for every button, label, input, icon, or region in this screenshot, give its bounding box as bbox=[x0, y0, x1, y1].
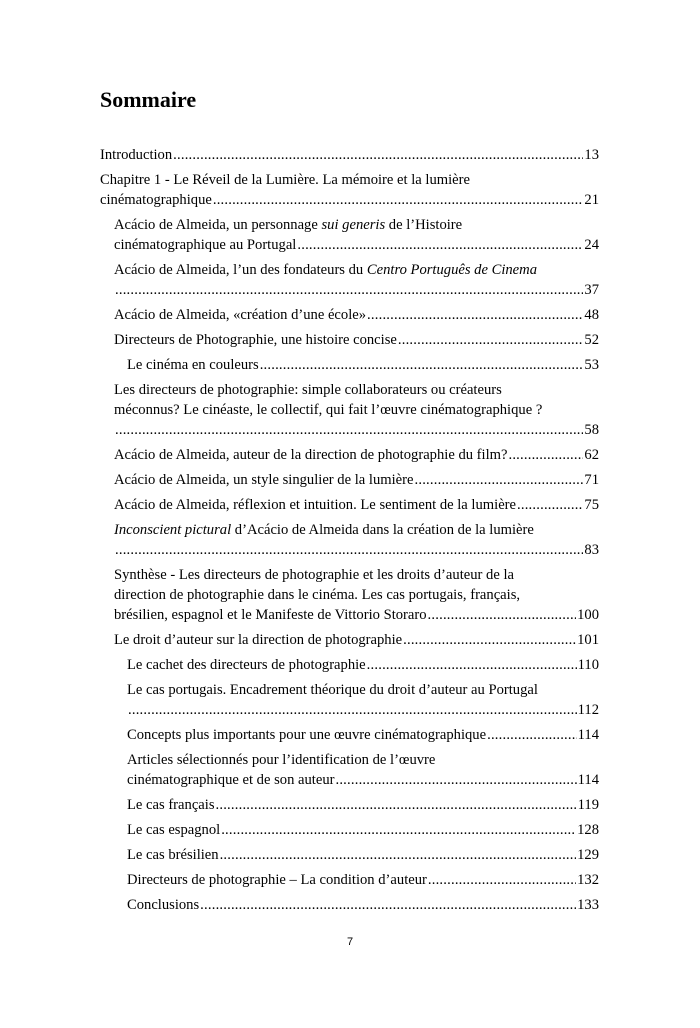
dot-leader bbox=[428, 870, 576, 890]
toc-page-number: 110 bbox=[577, 657, 599, 673]
dot-leader bbox=[115, 420, 583, 440]
dot-leader bbox=[213, 190, 584, 210]
toc-entry[interactable] bbox=[100, 680, 599, 720]
dot-leader bbox=[115, 280, 583, 300]
toc-entry-title: Introduction bbox=[100, 147, 173, 163]
toc-entry-title: cinématographique et de son auteur bbox=[127, 772, 335, 788]
toc-entry[interactable] bbox=[100, 725, 599, 745]
dot-leader bbox=[200, 895, 576, 915]
toc-page-number: 114 bbox=[577, 772, 599, 788]
toc-page-number: 83 bbox=[584, 542, 599, 558]
page-number: 7 bbox=[346, 936, 354, 948]
toc-entry[interactable] bbox=[100, 655, 599, 675]
dot-leader bbox=[335, 770, 576, 790]
toc-entry[interactable] bbox=[100, 565, 599, 625]
toc-entry-line: Inconscient pictural d’Acácio de Almeida dans la création de la lumière bbox=[114, 522, 534, 538]
toc-page-number: 13 bbox=[584, 147, 599, 163]
table-of-contents bbox=[100, 145, 599, 920]
toc-entry-title: Le cachet des directeurs de photographie bbox=[127, 657, 366, 673]
dot-leader bbox=[415, 470, 584, 490]
toc-entry[interactable] bbox=[100, 845, 599, 865]
toc-page-number: 100 bbox=[577, 607, 599, 623]
toc-entry[interactable] bbox=[100, 355, 599, 375]
toc-entry[interactable] bbox=[100, 330, 599, 350]
toc-page-number: 112 bbox=[577, 702, 599, 718]
toc-entry-title: Le droit d’auteur sur la direction de photographie bbox=[114, 632, 403, 648]
toc-entry-title: Conclusions bbox=[127, 897, 200, 913]
toc-page-number: 48 bbox=[584, 307, 599, 323]
dot-leader bbox=[403, 630, 576, 650]
toc-entry-title: Le cas français bbox=[127, 797, 215, 813]
toc-entry-line: Acácio de Almeida, l’un des fondateurs du Centro Português de Cinema bbox=[114, 262, 537, 278]
toc-entry[interactable] bbox=[100, 260, 599, 300]
toc-entry-title: Le cinéma en couleurs bbox=[127, 357, 259, 373]
dot-leader bbox=[297, 235, 583, 255]
toc-page-number: 75 bbox=[584, 497, 599, 513]
toc-entry-line: Les directeurs de photographie: simple collaborateurs ou créateurs bbox=[114, 382, 502, 398]
toc-entry[interactable] bbox=[100, 470, 599, 490]
toc-page-number: 24 bbox=[584, 237, 599, 253]
toc-entry-title: Le cas espagnol bbox=[127, 822, 221, 838]
dot-leader bbox=[128, 700, 577, 720]
dot-leader bbox=[367, 305, 583, 325]
toc-page-number: 62 bbox=[584, 447, 599, 463]
toc-entry[interactable] bbox=[100, 750, 599, 790]
toc-entry-title: Directeurs de Photographie, une histoire concise bbox=[114, 332, 397, 348]
toc-entry[interactable] bbox=[100, 305, 599, 325]
toc-entry[interactable] bbox=[100, 630, 599, 650]
dot-leader bbox=[517, 495, 583, 515]
toc-entry-italic: sui generis bbox=[321, 217, 386, 233]
dot-leader bbox=[398, 330, 584, 350]
toc-entry[interactable] bbox=[100, 145, 599, 165]
toc-entry[interactable] bbox=[100, 215, 599, 255]
toc-page-number: 37 bbox=[584, 282, 599, 298]
dot-leader bbox=[508, 445, 583, 465]
dot-leader bbox=[220, 845, 577, 865]
page-title: Sommaire bbox=[100, 87, 197, 112]
toc-entry-title: cinématographique au Portugal bbox=[114, 237, 297, 253]
toc-entry-title: Acácio de Almeida, «création d’une école» bbox=[114, 307, 367, 323]
dot-leader bbox=[216, 795, 577, 815]
toc-page-number: 71 bbox=[584, 472, 599, 488]
toc-entry[interactable] bbox=[100, 170, 599, 210]
toc-entry-title: cinématographique bbox=[100, 192, 212, 208]
toc-entry-title: Acácio de Almeida, auteur de la direction de photographie du film? bbox=[114, 447, 508, 463]
toc-page-number: 58 bbox=[584, 422, 599, 438]
toc-entry[interactable] bbox=[100, 820, 599, 840]
toc-entry-title: Concepts plus importants pour une œuvre cinématographique bbox=[127, 727, 487, 743]
toc-page-number: 128 bbox=[577, 822, 599, 838]
toc-entry[interactable] bbox=[100, 870, 599, 890]
dot-leader bbox=[221, 820, 576, 840]
toc-entry-title: brésilien, espagnol et le Manifeste de Vittorio Storaro bbox=[114, 607, 427, 623]
dot-leader bbox=[367, 655, 577, 675]
toc-entry[interactable] bbox=[100, 895, 599, 915]
dot-leader bbox=[428, 605, 577, 625]
toc-page-number: 53 bbox=[584, 357, 599, 373]
toc-entry-title: Acácio de Almeida, un style singulier de la lumière bbox=[114, 472, 414, 488]
dot-leader bbox=[115, 540, 583, 560]
toc-entry-line: direction de photographie dans le cinéma. Les cas portugais, français, bbox=[114, 587, 521, 603]
toc-entry[interactable] bbox=[100, 795, 599, 815]
toc-entry[interactable] bbox=[100, 520, 599, 560]
toc-entry-title: Directeurs de photographie – La condition d’auteur bbox=[127, 872, 427, 888]
toc-entry-title: Le cas brésilien bbox=[127, 847, 219, 863]
toc-entry[interactable] bbox=[100, 445, 599, 465]
dot-leader bbox=[487, 725, 577, 745]
toc-page-number: 52 bbox=[584, 332, 599, 348]
toc-entry-line: Acácio de Almeida, un personnage sui generis de l’Histoire bbox=[114, 217, 463, 233]
toc-entry-line: Articles sélectionnés pour l’identification de l’œuvre bbox=[127, 752, 436, 768]
toc-entry-italic: Inconscient pictural bbox=[114, 522, 232, 538]
dot-leader bbox=[173, 145, 583, 165]
toc-entry-line: Le cas portugais. Encadrement théorique du droit d’auteur au Portugal bbox=[127, 682, 538, 698]
toc-page-number: 129 bbox=[577, 847, 599, 863]
toc-entry[interactable] bbox=[100, 380, 599, 440]
toc-entry-line: méconnus? Le cinéaste, le collectif, qui fait l’œuvre cinématographique ? bbox=[114, 402, 543, 418]
toc-page-number: 132 bbox=[577, 872, 599, 888]
toc-page-number: 101 bbox=[577, 632, 599, 648]
toc-entry-title: Acácio de Almeida, réflexion et intuition. Le sentiment de la lumière bbox=[114, 497, 517, 513]
toc-entry-italic: Centro Português de Cinema bbox=[366, 262, 537, 278]
dot-leader bbox=[260, 355, 584, 375]
toc-entry[interactable] bbox=[100, 495, 599, 515]
toc-entry-line: Synthèse - Les directeurs de photographie et les droits d’auteur de la bbox=[114, 567, 514, 583]
toc-entry-line: Chapitre 1 - Le Réveil de la Lumière. La mémoire et la lumière bbox=[100, 172, 470, 188]
toc-page-number: 119 bbox=[577, 797, 599, 813]
toc-page-number: 114 bbox=[577, 727, 599, 743]
toc-page-number: 133 bbox=[577, 897, 599, 913]
toc-page-number: 21 bbox=[584, 192, 599, 208]
